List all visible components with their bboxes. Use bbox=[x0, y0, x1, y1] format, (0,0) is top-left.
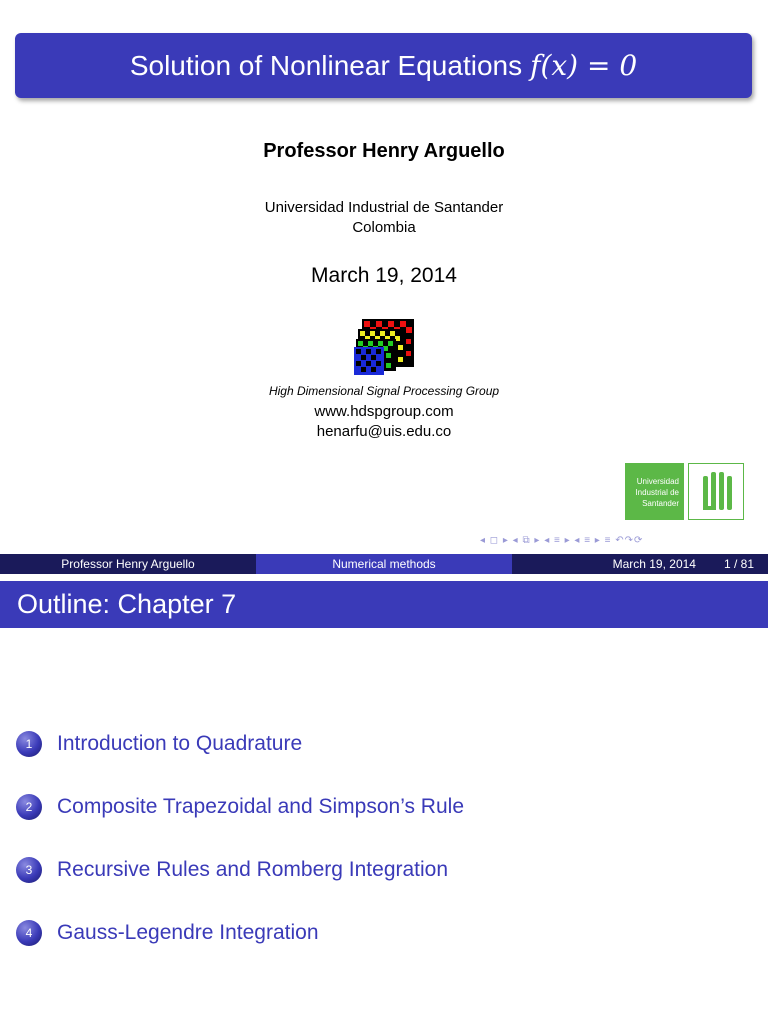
footer-bar bbox=[0, 554, 768, 574]
outline-item[interactable] bbox=[16, 857, 716, 883]
uis-text-logo bbox=[625, 463, 684, 520]
slide-title-text: Solution of Nonlinear Equations bbox=[129, 49, 523, 81]
item-number-ball-icon: 1 bbox=[16, 731, 42, 757]
author-name: Professor Henry Arguello bbox=[263, 140, 505, 162]
beamer-navigation-symbols[interactable]: ◂ ◻ ▸ ◂ ⧉ ▸ ◂ ≡ ▸ ◂ ≡ ▸ ≡ ↶↷⟳ bbox=[480, 535, 644, 546]
institution bbox=[0, 198, 768, 238]
institution-name: Universidad Industrial de Santander bbox=[264, 199, 504, 216]
uis-logo-line: Universidad bbox=[636, 477, 679, 486]
slide-title bbox=[15, 33, 752, 98]
outline-item-label[interactable]: Gauss-Legendre Integration bbox=[57, 921, 319, 944]
footer-date: March 19, 2014 bbox=[612, 557, 696, 571]
slide-title-math: f(x) = 0 bbox=[530, 49, 638, 82]
footer-course: Numerical methods bbox=[256, 554, 512, 574]
outline-item[interactable] bbox=[16, 920, 716, 946]
contact-info bbox=[0, 402, 768, 442]
item-number-ball-icon: 4 bbox=[16, 920, 42, 946]
footer-page-number: 1 / 81 bbox=[723, 557, 754, 571]
institution-country: Colombia bbox=[352, 219, 416, 236]
website-link[interactable]: www.hdspgroup.com bbox=[314, 403, 454, 420]
outline-item-label[interactable]: Composite Trapezoidal and Simpson’s Rule bbox=[57, 795, 464, 818]
item-number-ball-icon: 2 bbox=[16, 794, 42, 820]
uis-logo-line: Industrial de bbox=[635, 488, 679, 497]
outline-heading: Outline: Chapter 7 bbox=[0, 581, 768, 628]
outline-item-label[interactable]: Introduction to Quadrature bbox=[57, 732, 303, 755]
presentation-date: March 19, 2014 bbox=[311, 264, 457, 287]
uis-emblem-icon bbox=[688, 463, 744, 520]
outline-item[interactable] bbox=[16, 731, 716, 757]
email-link[interactable]: henarfu@uis.edu.co bbox=[316, 423, 452, 440]
uis-logo-line: Santander bbox=[642, 499, 679, 508]
hdsp-logo-icon bbox=[354, 319, 416, 377]
outline-item-label[interactable]: Recursive Rules and Romberg Integration bbox=[57, 858, 449, 881]
outline-item[interactable] bbox=[16, 794, 716, 820]
item-number-ball-icon: 3 bbox=[16, 857, 42, 883]
research-group-name: High Dimensional Signal Processing Group bbox=[268, 384, 500, 398]
footer-date-page bbox=[512, 554, 768, 574]
footer-author: Professor Henry Arguello bbox=[0, 554, 256, 574]
